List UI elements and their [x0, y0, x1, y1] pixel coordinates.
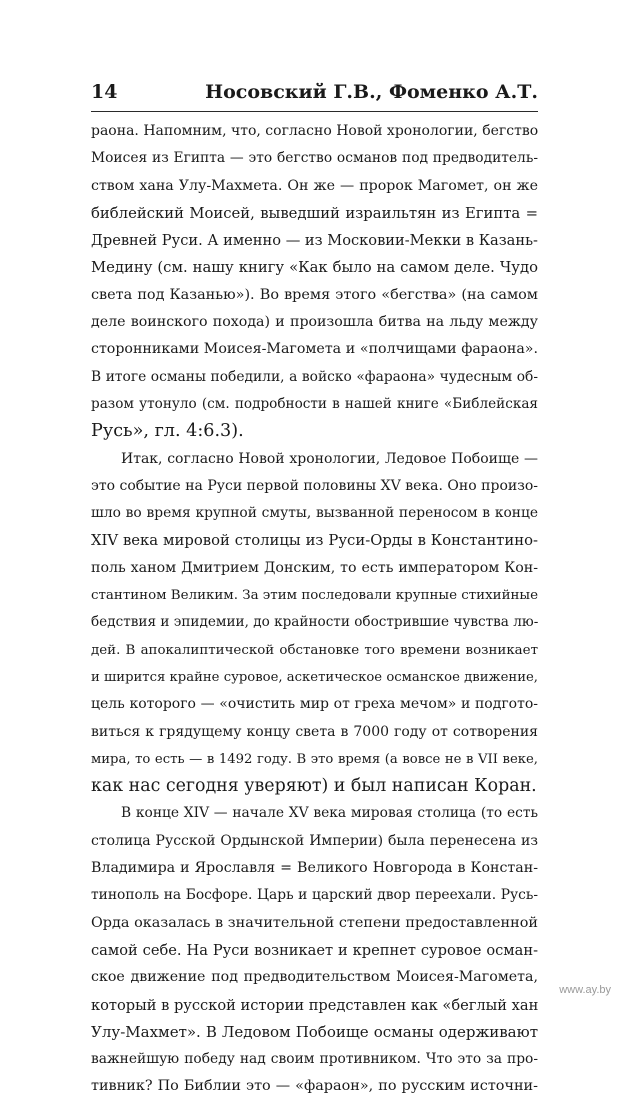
text-line: дей. В апокалиптической обстановке того времени возникает	[91, 642, 538, 658]
text-line: Медину (см. нашу книгу «Как было на самом деле. Чудо	[91, 259, 538, 277]
text-line: тинополь на Босфоре. Царь и царский двор переехали. Русь-	[91, 887, 538, 904]
text-line: бедствия и эпидемии, до крайности обострившие чувства лю-	[91, 614, 539, 631]
text-line: разом утонуло (см. подробности в нашей книге «Библейская	[91, 395, 538, 412]
text-line: важнейшую победу над своим противником. Что это за про-	[91, 1051, 538, 1068]
text-line: виться к грядущему концу света в 7000 году от сотворения	[91, 723, 538, 740]
text-line: XIV века мировой столицы из Руси-Орды в Константино-	[91, 532, 538, 550]
header-rule	[91, 111, 538, 112]
text-line: Владимира и Ярославля = Великого Новгорода в Констан-	[91, 860, 538, 877]
text-line: В конце XIV — начале XV века мировая столица (то есть	[121, 805, 538, 822]
page-header	[91, 80, 538, 108]
text-line: цель которого — «очистить мир от греха мечом» и подгото-	[91, 696, 538, 713]
page-number: 14	[91, 81, 118, 103]
text-line: который в русской истории представлен как «беглый хан	[91, 996, 539, 1014]
text-line: самой себе. На Руси возникает и крепнет суровое осман-	[91, 941, 538, 959]
text-line: Итак, согласно Новой хронологии, Ледовое Побоище —	[121, 450, 538, 467]
body-text	[91, 118, 538, 1101]
text-line: стантином Великим. За этим последовали крупные стихийные	[91, 588, 538, 604]
text-line: света под Казанью»). Во время этого «бегства» (на самом	[91, 286, 538, 303]
text-line: и ширится крайне суровое, аскетическое османское движение,	[91, 669, 538, 685]
text-line: как нас сегодня уверяют) и был написан Коран.	[91, 776, 537, 797]
text-line: Древней Руси. А именно — из Московии-Мекки в Казань-	[91, 232, 538, 250]
text-line: это событие на Руси первой половины XV века. Оно произо-	[91, 477, 538, 494]
text-line: мира, то есть — в 1492 году. В это время (а вовсе не в VII веке,	[91, 751, 538, 767]
text-line: библейский Моисей, выведший израильтян из Египта =	[91, 204, 538, 222]
text-line: раона. Напомним, что, согласно Новой хронологии, бегство	[91, 123, 539, 139]
text-line: Моисея из Египта — это бегство османов под предводитель-	[91, 150, 538, 167]
text-line: сторонниками Моисея-Магомета и «полчищами фараона».	[91, 341, 538, 358]
running-head: Носовский Г.В., Фоменко А.Т.	[205, 81, 538, 103]
text-line: шло во время крупной смуты, вызванной переносом в конце	[91, 505, 538, 522]
text-line: столица Русской Ордынской Империи) была перенесена из	[91, 832, 538, 849]
text-line: Улу-Махмет». В Ледовом Побоище османы одерживают	[91, 1022, 538, 1041]
text-line: В итоге османы победили, а войско «фараона» чудесным об-	[91, 368, 538, 385]
text-line: деле воинского похода) и произошла битва на льду между	[91, 314, 538, 331]
text-line: ское движение под предводительством Моисея-Магомета,	[91, 969, 538, 986]
text-line: Орда оказалась в значительной степени предоставленной	[91, 914, 538, 931]
watermark: www.ay.by	[559, 984, 611, 996]
text-line: тивник? По Библии это — «фараон», по русским источни-	[91, 1078, 538, 1095]
text-line: поль ханом Дмитрием Донским, то есть императором Кон-	[91, 559, 538, 576]
text-line: ством хана Улу-Махмета. Он же — пророк Магомет, он же	[91, 177, 538, 194]
text-line: Русь», гл. 4:6.3).	[91, 421, 244, 442]
